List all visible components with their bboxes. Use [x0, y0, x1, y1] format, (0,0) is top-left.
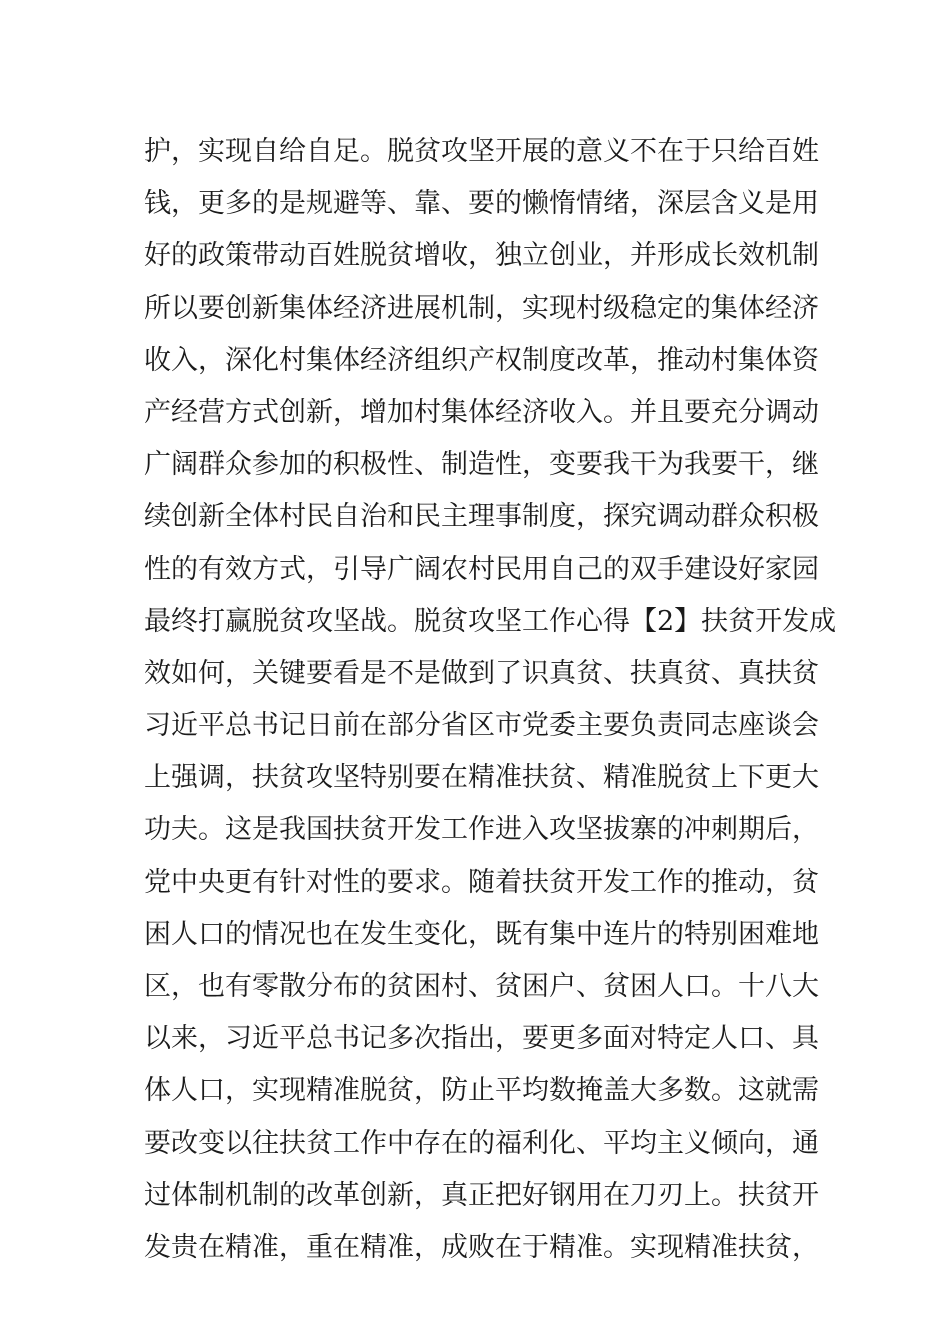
text-line: 所以要创新集体经济进展机制，实现村级稳定的集体经济 [144, 292, 819, 324]
text-line: 功夫。这是我国扶贫开发工作进入攻坚拔寨的冲刺期后， [144, 814, 819, 846]
text-line: 上强调，扶贫攻坚特别要在精准扶贫、精准脱贫上下更大 [144, 762, 819, 794]
text-line: 体人口，实现精准脱贫，防止平均数掩盖大多数。这就需 [144, 1075, 819, 1107]
text-line: 性的有效方式，引导广阔农村民用自己的双手建设好家园 [144, 553, 819, 585]
body-text [144, 126, 837, 1274]
text-line: 区，也有零散分布的贫困村、贫困户、贫困人口。十八大 [144, 971, 819, 1002]
text-line: 产经营方式创新，增加村集体经济收入。并且要充分调动 [144, 396, 819, 428]
text-line: 广阔群众参加的积极性、制造性，变要我干为我要干，继 [144, 449, 819, 481]
text-line: 最终打赢脱贫攻坚战。脱贫攻坚工作心得【2】扶贫开发成 [144, 605, 837, 637]
text-line: 钱，更多的是规避等、靠、要的懒惰情绪，深层含义是用 [144, 188, 819, 220]
text-line: 困人口的情况也在发生变化，既有集中连片的特别困难地 [144, 918, 819, 950]
text-line: 以来，习近平总书记多次指出，要更多面对特定人口、具 [144, 1023, 819, 1055]
text-line: 好的政策带动百姓脱贫增收，独立创业，并形成长效机制 [144, 240, 819, 272]
text-line: 过体制机制的改革创新，真正把好钢用在刀刃上。扶贫开 [144, 1179, 819, 1211]
text-line: 收入，深化村集体经济组织产权制度改革，推动村集体资 [144, 344, 819, 376]
text-line: 发贵在精准，重在精准，成败在于精准。实现精准扶贫， [144, 1231, 819, 1263]
text-line: 党中央更有针对性的要求。随着扶贫开发工作的推动，贫 [144, 866, 819, 898]
text-line: 要改变以往扶贫工作中存在的福利化、平均主义倾向，通 [144, 1127, 819, 1159]
text-line: 效如何，关键要看是不是做到了识真贫、扶真贫、真扶贫 [144, 657, 819, 689]
text-line: 习近平总书记日前在部分省区市党委主要负责同志座谈会 [144, 710, 819, 742]
text-line: 护，实现自给自足。脱贫攻坚开展的意义不在于只给百姓 [144, 136, 819, 167]
text-line: 续创新全体村民自治和民主理事制度，探究调动群众积极 [144, 501, 819, 533]
